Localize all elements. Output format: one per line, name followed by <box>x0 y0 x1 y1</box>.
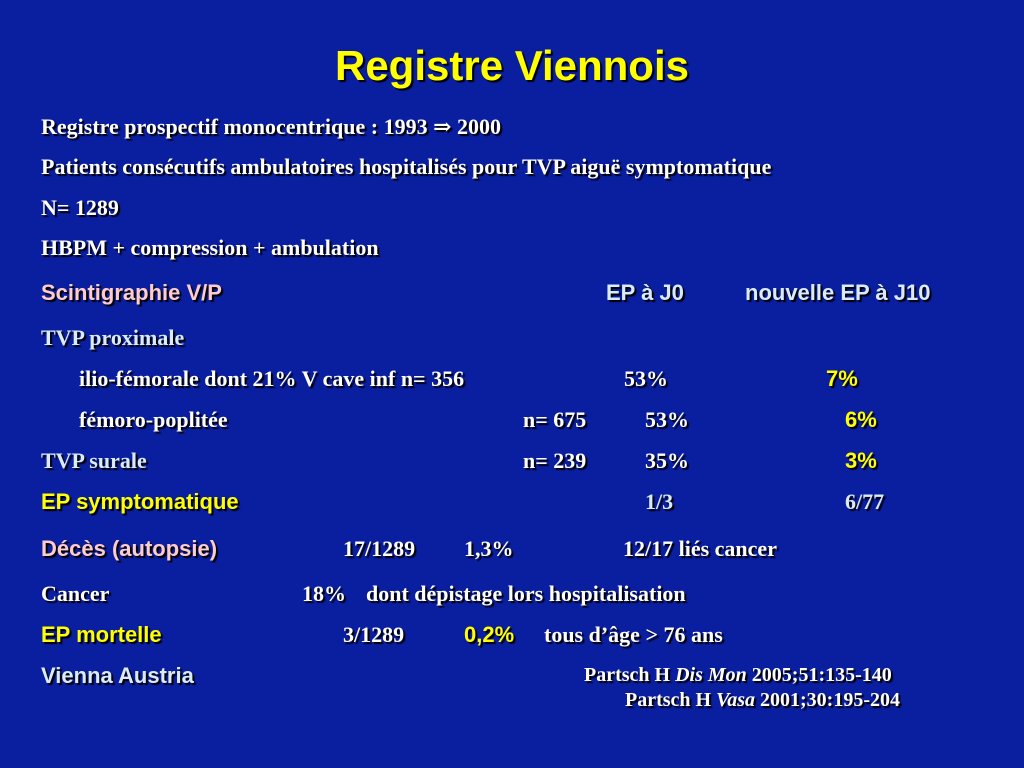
ep-symptomatique-label: EP symptomatique <box>41 489 239 514</box>
reference-1 <box>584 664 892 687</box>
reference-2-author: Partsch H <box>625 689 712 711</box>
ep-mortelle-pct: 0,2% <box>464 622 515 647</box>
intro-line-1 <box>41 114 501 140</box>
tvp-surale-ep-j10: 3% <box>845 448 877 473</box>
femoro-poplitee-ep-j0: 53% <box>645 407 689 432</box>
header-ep-j10: nouvelle EP à J10 <box>745 280 931 305</box>
reference-2-citation: 2001;30:195-204 <box>760 689 900 711</box>
vienna-austria-label: Vienna Austria <box>41 663 194 688</box>
deces-count: 17/1289 <box>343 536 416 561</box>
ilio-femorale-label: ilio-fémorale dont 21% V cave inf n= 356 <box>79 366 465 391</box>
ep-symptomatique-ep-j0: 1/3 <box>645 489 674 514</box>
intro-line-3: N= 1289 <box>41 195 119 220</box>
femoro-poplitee-ep-j10: 6% <box>845 407 877 432</box>
reference-1-author: Partsch H <box>584 664 671 686</box>
ep-mortelle-label: EP mortelle <box>41 622 162 647</box>
reference-2 <box>625 689 900 712</box>
intro-line-1-end: 2000 <box>457 114 502 139</box>
femoro-poplitee-n: n= 675 <box>523 407 587 432</box>
ep-symptomatique-ep-j10: 6/77 <box>845 489 885 514</box>
tvp-surale-label: TVP surale <box>41 448 147 473</box>
intro-line-4: HBPM + compression + ambulation <box>41 235 379 260</box>
deces-pct: 1,3% <box>464 536 514 561</box>
cancer-label: Cancer <box>41 581 110 606</box>
reference-1-citation: 2005;51:135-140 <box>751 664 892 686</box>
cancer-note: dont dépistage lors hospitalisation <box>366 581 686 606</box>
intro-line-1-text: Registre prospectif monocentrique : 1993 <box>41 114 428 139</box>
ilio-femorale-ep-j0: 53% <box>624 366 668 391</box>
ep-mortelle-note: tous d’âge > 76 ans <box>544 622 723 647</box>
arrow-icon: ⇒ <box>433 114 452 139</box>
femoro-poplitee-label: fémoro-poplitée <box>79 407 228 432</box>
ilio-femorale-ep-j10: 7% <box>826 366 858 391</box>
deces-label: Décès (autopsie) <box>41 536 218 561</box>
reference-2-journal: Vasa <box>716 689 755 711</box>
tvp-surale-ep-j0: 35% <box>645 448 689 473</box>
header-scintigraphie: Scintigraphie V/P <box>41 280 222 305</box>
header-ep-j0: EP à J0 <box>606 280 684 305</box>
cancer-pct: 18% <box>302 581 346 606</box>
deces-note: 12/17 liés cancer <box>623 536 777 561</box>
intro-line-2: Patients consécutifs ambulatoires hospitalisés pour TVP aiguë symptomatique <box>41 154 772 179</box>
reference-1-journal: Dis Mon <box>675 664 747 686</box>
tvp-proximale-label: TVP proximale <box>41 325 185 350</box>
slide-title: Registre Viennois <box>334 42 689 89</box>
ep-mortelle-count: 3/1289 <box>343 622 405 647</box>
tvp-surale-n: n= 239 <box>523 448 587 473</box>
